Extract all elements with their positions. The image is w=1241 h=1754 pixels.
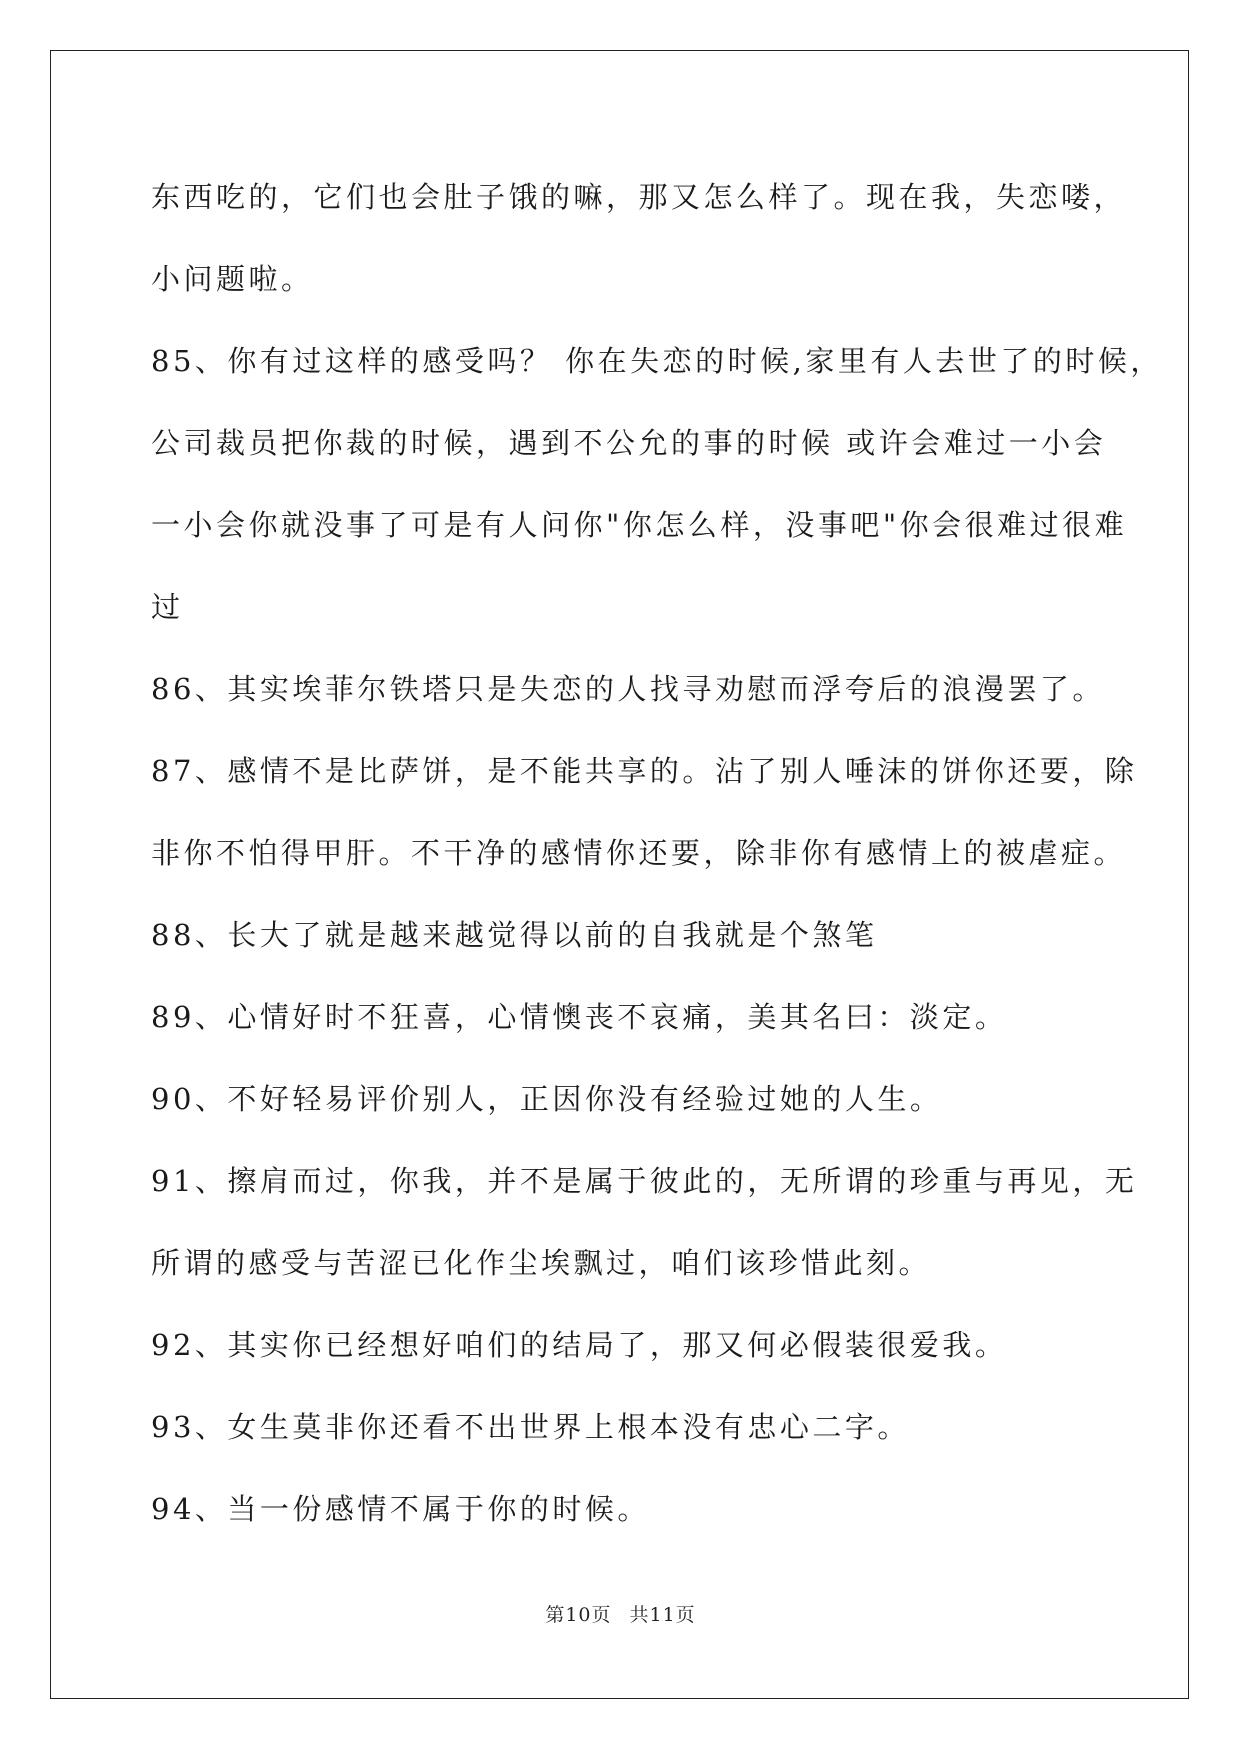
text-line: 一小会你就没事了可是有人问你"你怎么样，没事吧"你会很难过很难 <box>151 508 1128 542</box>
text-line: 93、女生莫非你还看不出世界上根本没有忠心二字。 <box>151 1410 910 1444</box>
text-line: 90、不好轻易评价别人，正因你没有经验过她的人生。 <box>151 1082 943 1116</box>
text-line: 所谓的感受与苦涩已化作尘埃飘过，咱们该珍惜此刻。 <box>151 1246 932 1280</box>
text-line: 89、心情好时不狂喜，心情懊丧不哀痛，美其名曰：淡定。 <box>151 1000 1008 1034</box>
text-line: 公司裁员把你裁的时候，遇到不公允的事的时候 或许会难过一小会 <box>151 426 1107 460</box>
total-pages: 共11页 <box>629 1604 696 1626</box>
text-line: 87、感情不是比萨饼，是不能共享的。沾了别人唾沫的饼你还要，除 <box>151 754 1138 788</box>
text-line: 91、擦肩而过，你我，并不是属于彼此的，无所谓的珍重与再见，无 <box>151 1164 1138 1198</box>
text-line: 92、其实你已经想好咱们的结局了，那又何必假装很爱我。 <box>151 1328 1008 1362</box>
text-line: 过 <box>151 590 184 624</box>
page-number: 第10页 <box>545 1604 612 1626</box>
text-line: 88、长大了就是越来越觉得以前的自我就是个煞笔 <box>151 918 878 952</box>
text-line: 非你不怕得甲肝。不干净的感情你还要，除非你有感情上的被虐症。 <box>151 836 1127 870</box>
text-line: 东西吃的，它们也会肚子饿的嘛，那又怎么样了。现在我，失恋喽， <box>151 180 1127 214</box>
text-line: 86、其实埃菲尔铁塔只是失恋的人找寻劝慰而浮夸后的浪漫罢了。 <box>151 672 1105 706</box>
document-body <box>151 156 1163 1550</box>
text-line: 94、当一份感情不属于你的时候。 <box>151 1492 650 1526</box>
page-footer <box>0 1600 1241 1627</box>
text-line: 小问题啦。 <box>151 262 314 296</box>
text-line: 85、你有过这样的感受吗？ 你在失恋的时候,家里有人去世了的时候， <box>151 344 1163 378</box>
